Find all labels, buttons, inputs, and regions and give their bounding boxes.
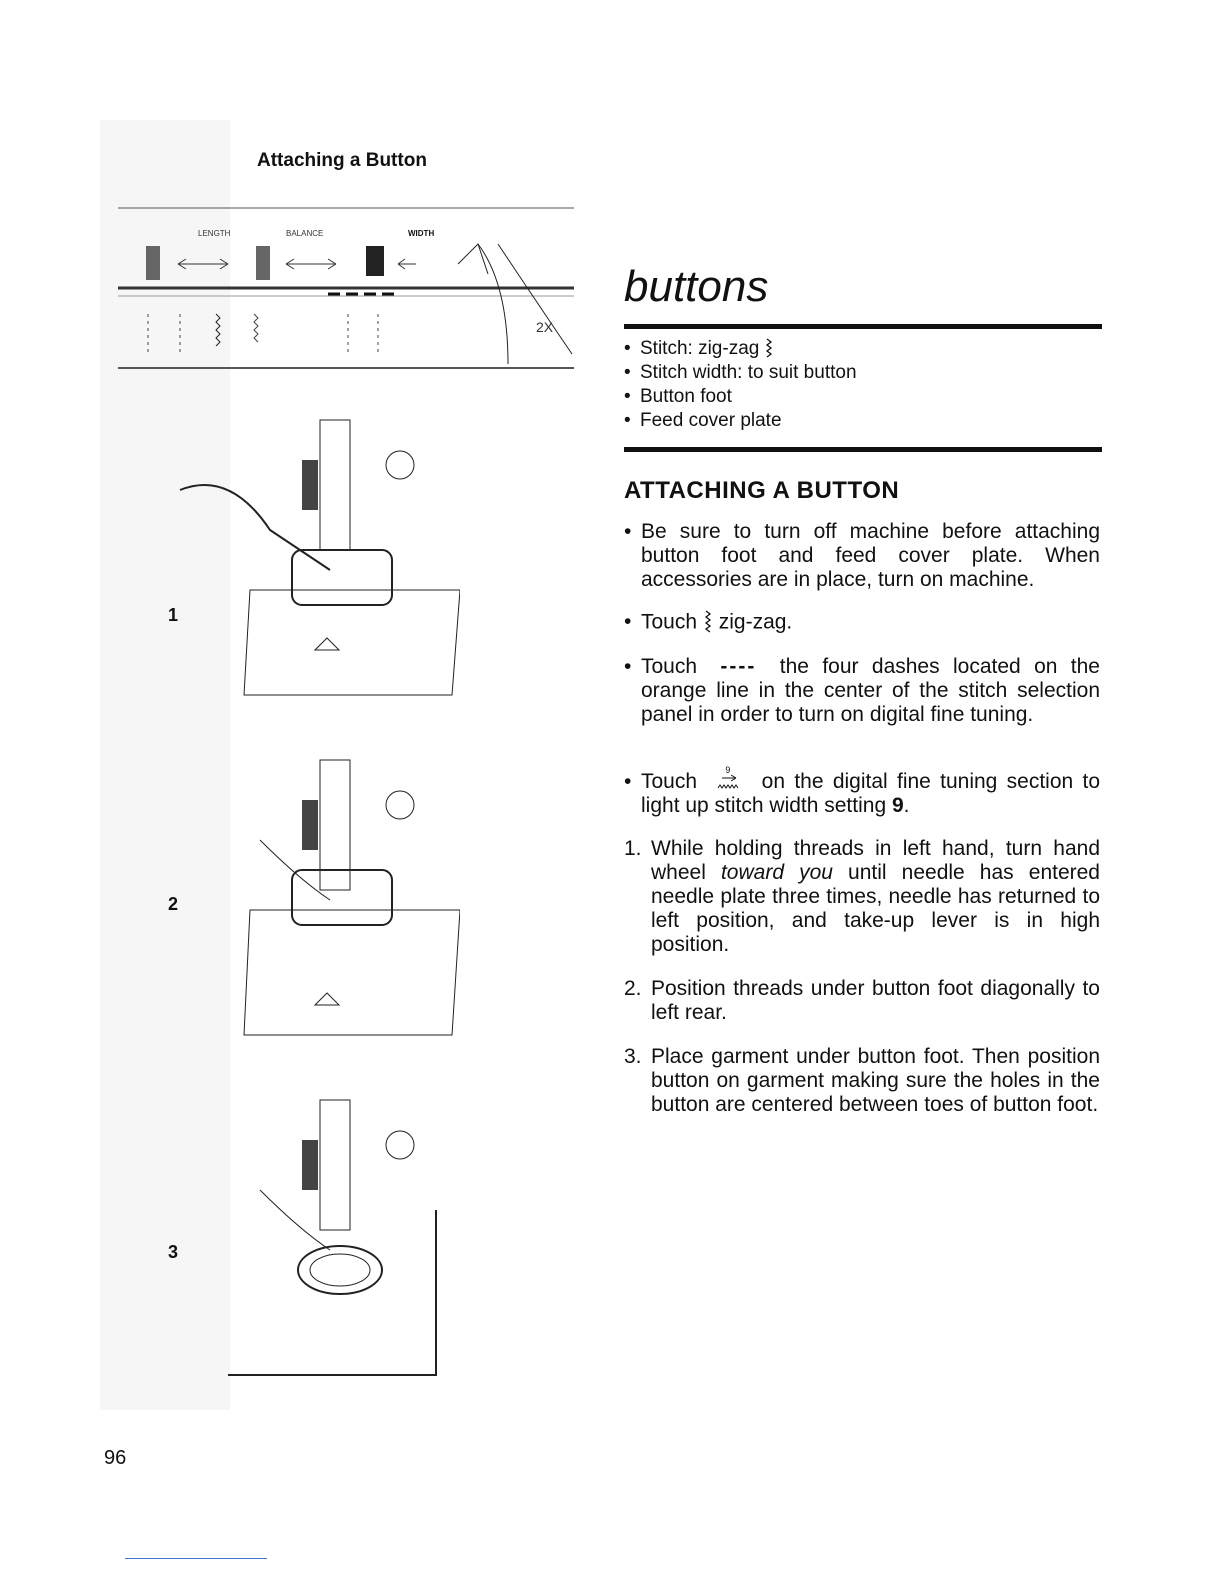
requirement-width: • Stitch width: to suit button <box>624 361 1104 385</box>
page-heading: buttons <box>624 262 769 311</box>
step-3-illustration <box>160 1090 460 1390</box>
bullet-4: • Touch 9 on the digital fine tuning section to light up stitch width setting 9. <box>624 770 1100 818</box>
step-1-emphasis: toward you <box>720 861 833 884</box>
bullet-2-pre: Touch <box>641 610 698 634</box>
requirement-stitch-text: Stitch: zig-zag <box>640 338 760 359</box>
bullet-1-text: Be sure to turn off machine before attaching button foot and feed cover plate. When accessories are in place, turn on machine. <box>641 520 1100 591</box>
width-arrow-icon <box>714 765 744 794</box>
repeat-label: 2X <box>536 319 554 335</box>
bullet-4-value: 9 <box>891 794 904 818</box>
step-1-number: 1 <box>168 605 179 625</box>
bullet-4-post: on the digital fine tuning section to light up stitch width setting <box>641 770 1101 818</box>
step-1 <box>624 837 1100 957</box>
figure-title: Attaching a Button <box>257 150 427 171</box>
step-3-number: 3 <box>168 1242 179 1262</box>
requirement-foot: • Button foot <box>624 385 1104 409</box>
width-arrow-icon-number: 9 <box>725 765 731 776</box>
step-1-text-a: While holding threads in left hand, turn hand wheel <box>651 837 1100 884</box>
step-2-illustration <box>160 750 460 1050</box>
bullet-3-post: the four dashes located on the orange line in the center of the stitch selection panel in order to turn on digital fine tuning. <box>641 655 1100 726</box>
zigzag-icon <box>703 610 713 636</box>
step-1-num: 1. <box>624 837 642 860</box>
bullet-3-pre: Touch <box>641 655 698 678</box>
bullet-4-pre: Touch <box>641 770 698 793</box>
step-1-illustration <box>160 410 460 710</box>
four-dashes-icon: ---- <box>720 655 757 678</box>
step-2-num: 2. <box>624 977 642 1000</box>
requirement-stitch <box>624 337 1104 361</box>
step-3 <box>624 1045 1100 1117</box>
page-number: 96 <box>104 1447 127 1469</box>
bottom-rule <box>624 447 1102 452</box>
requirements-list <box>624 337 1104 433</box>
width-label: WIDTH <box>408 229 435 238</box>
step-2-text: Position threads under button foot diagonally to left rear. <box>651 977 1100 1024</box>
step-2 <box>624 977 1100 1025</box>
step-3-text: Place garment under button foot. Then position button on garment making sure the holes in the button are centered between toes of button foot. <box>651 1045 1100 1116</box>
zigzag-icon <box>765 338 773 360</box>
requirement-plate: • Feed cover plate <box>624 409 1104 433</box>
bullet-3: • Touch ---- the four dashes located on the orange line in the center of the stitch selection panel in order to turn on digital fine tuning. <box>624 655 1100 726</box>
bullet-4-end: . <box>903 794 910 818</box>
step-3-num: 3. <box>624 1045 642 1068</box>
bullet-1: • Be sure to turn off machine before attaching button foot and feed cover plate. When accessories are in place, turn on machine. <box>624 520 1100 591</box>
bullet-2: • Touch zig-zag. <box>624 610 1100 636</box>
step-2-number: 2 <box>168 894 179 914</box>
bullet-2-post: zig-zag. <box>718 610 793 634</box>
length-label: LENGTH <box>198 229 231 238</box>
step-1-text-b: until needle has entered needle plate three times, needle has returned to left position, and take-up lever is in high position. <box>651 861 1100 956</box>
section-title: ATTACHING A BUTTON <box>624 477 900 504</box>
top-rule <box>624 324 1102 329</box>
footer-line <box>125 1558 267 1559</box>
balance-label: BALANCE <box>286 229 324 238</box>
stitch-selection-panel <box>118 204 574 372</box>
